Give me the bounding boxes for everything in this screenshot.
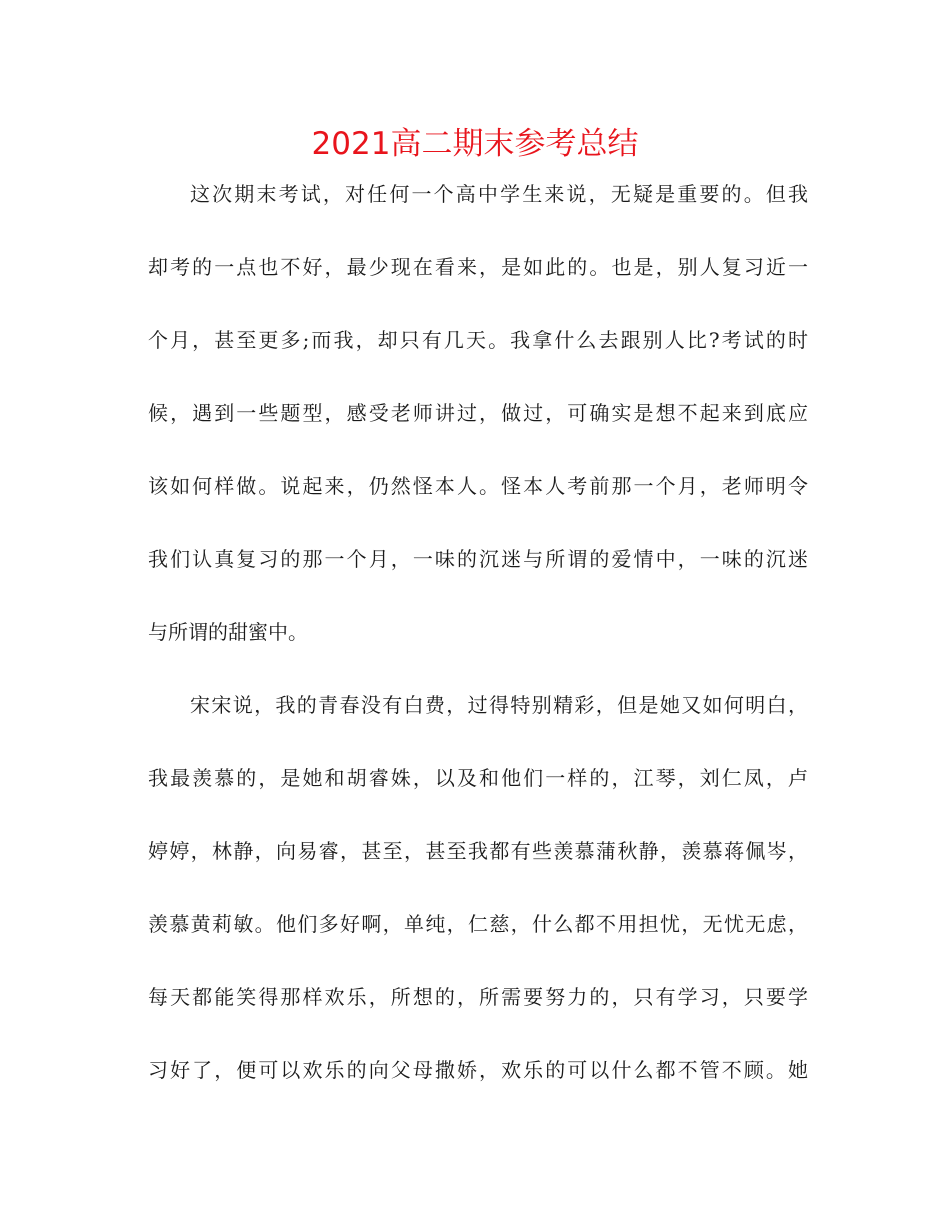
paragraph-line: 候，遇到一些题型，感受老师讲过，做过，可确实是想不起来到底应 — [148, 401, 808, 425]
paragraph-line: 羡慕黄莉敏。他们多好啊，单纯，仁慈，什么都不用担忧，无忧无虑， — [148, 912, 808, 936]
paragraph-line: 个月，甚至更多;而我，却只有几天。我拿什么去跟别人比?考试的时 — [148, 328, 808, 352]
document-body — [148, 177, 808, 1126]
document-title: 2021高二期末参考总结 — [311, 126, 639, 162]
paragraph-line: 与所谓的甜蜜中。 — [148, 620, 308, 644]
paragraph-line: 我最羡慕的，是她和胡睿姝，以及和他们一样的，江琴，刘仁凤，卢 — [148, 766, 808, 790]
paragraph-line: 这次期末考试，对任何一个高中学生来说，无疑是重要的。但我 — [190, 182, 808, 206]
paragraph-line: 却考的一点也不好，最少现在看来，是如此的。也是，别人复习近一 — [148, 255, 808, 279]
paragraph-line: 习好了，便可以欢乐的向父母撒娇，欢乐的可以什么都不管不顾。她 — [148, 1058, 808, 1082]
paragraph-line: 婷婷，林静，向易睿，甚至，甚至我都有些羡慕蒲秋静，羡慕蒋佩岑， — [148, 839, 808, 863]
paragraph-line: 该如何样做。说起来，仍然怪本人。怪本人考前那一个月，老师明令 — [148, 474, 808, 498]
paragraph-line: 每天都能笑得那样欢乐，所想的，所需要努力的，只有学习，只要学 — [148, 985, 808, 1009]
paragraph-line: 我们认真复习的那一个月，一味的沉迷与所谓的爱情中，一味的沉迷 — [148, 547, 808, 571]
paragraph-line: 宋宋说，我的青春没有白费，过得特别精彩，但是她又如何明白， — [190, 693, 808, 717]
